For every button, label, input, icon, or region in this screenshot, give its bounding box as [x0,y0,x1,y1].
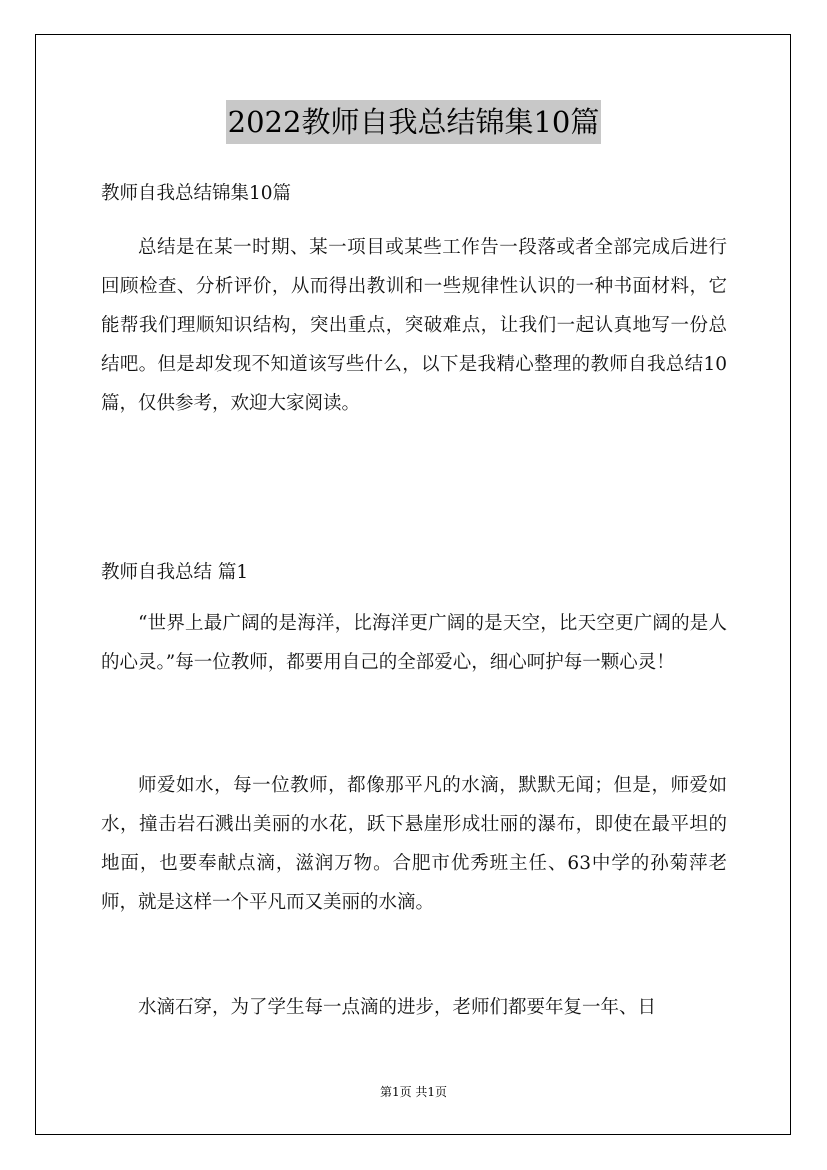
document-subtitle: 教师自我总结锦集10篇 [101,183,292,204]
title-container [0,100,827,144]
document-title: 2022教师自我总结锦集10篇 [226,100,602,144]
body-paragraph-3: 水滴石穿，为了学生每一点滴的进步，老师们都要年复一年、日 [138,997,657,1018]
intro-paragraph: 总结是在某一时期、某一项目或某些工作告一段落或者全部完成后进行回顾检查、分析评价，从而得出教训和一些规律性认识的一种书面材料，它能帮我们理顺知识结构，突出重点，突破难点，让我们一起认真地写一份总结吧。但是却发现不知道该写些什么，以下是我精心整理的教师自我总结10篇，仅供参考，欢迎大家阅读。 [101,237,727,414]
section-heading: 教师自我总结 篇1 [101,562,249,583]
body-paragraph-1: “世界上最广阔的是海洋，比海洋更广阔的是天空，比天空更广阔的是人的心灵。”每一位教师，都要用自己的全部爱心，细心呵护每一颗心灵！ [101,613,727,673]
body-paragraph-2: 师爱如水，每一位教师，都像那平凡的水滴，默默无闻；但是，师爱如水，撞击岩石溅出美丽的水花，跃下悬崖形成壮丽的瀑布，即使在最平坦的地面，也要奉献点滴，滋润万物。合肥市优秀班主任、63中学的孙菊萍老师，就是这样一个平凡而又美丽的水滴。 [101,775,727,913]
page-footer: 第1页 共1页 [379,1085,448,1099]
